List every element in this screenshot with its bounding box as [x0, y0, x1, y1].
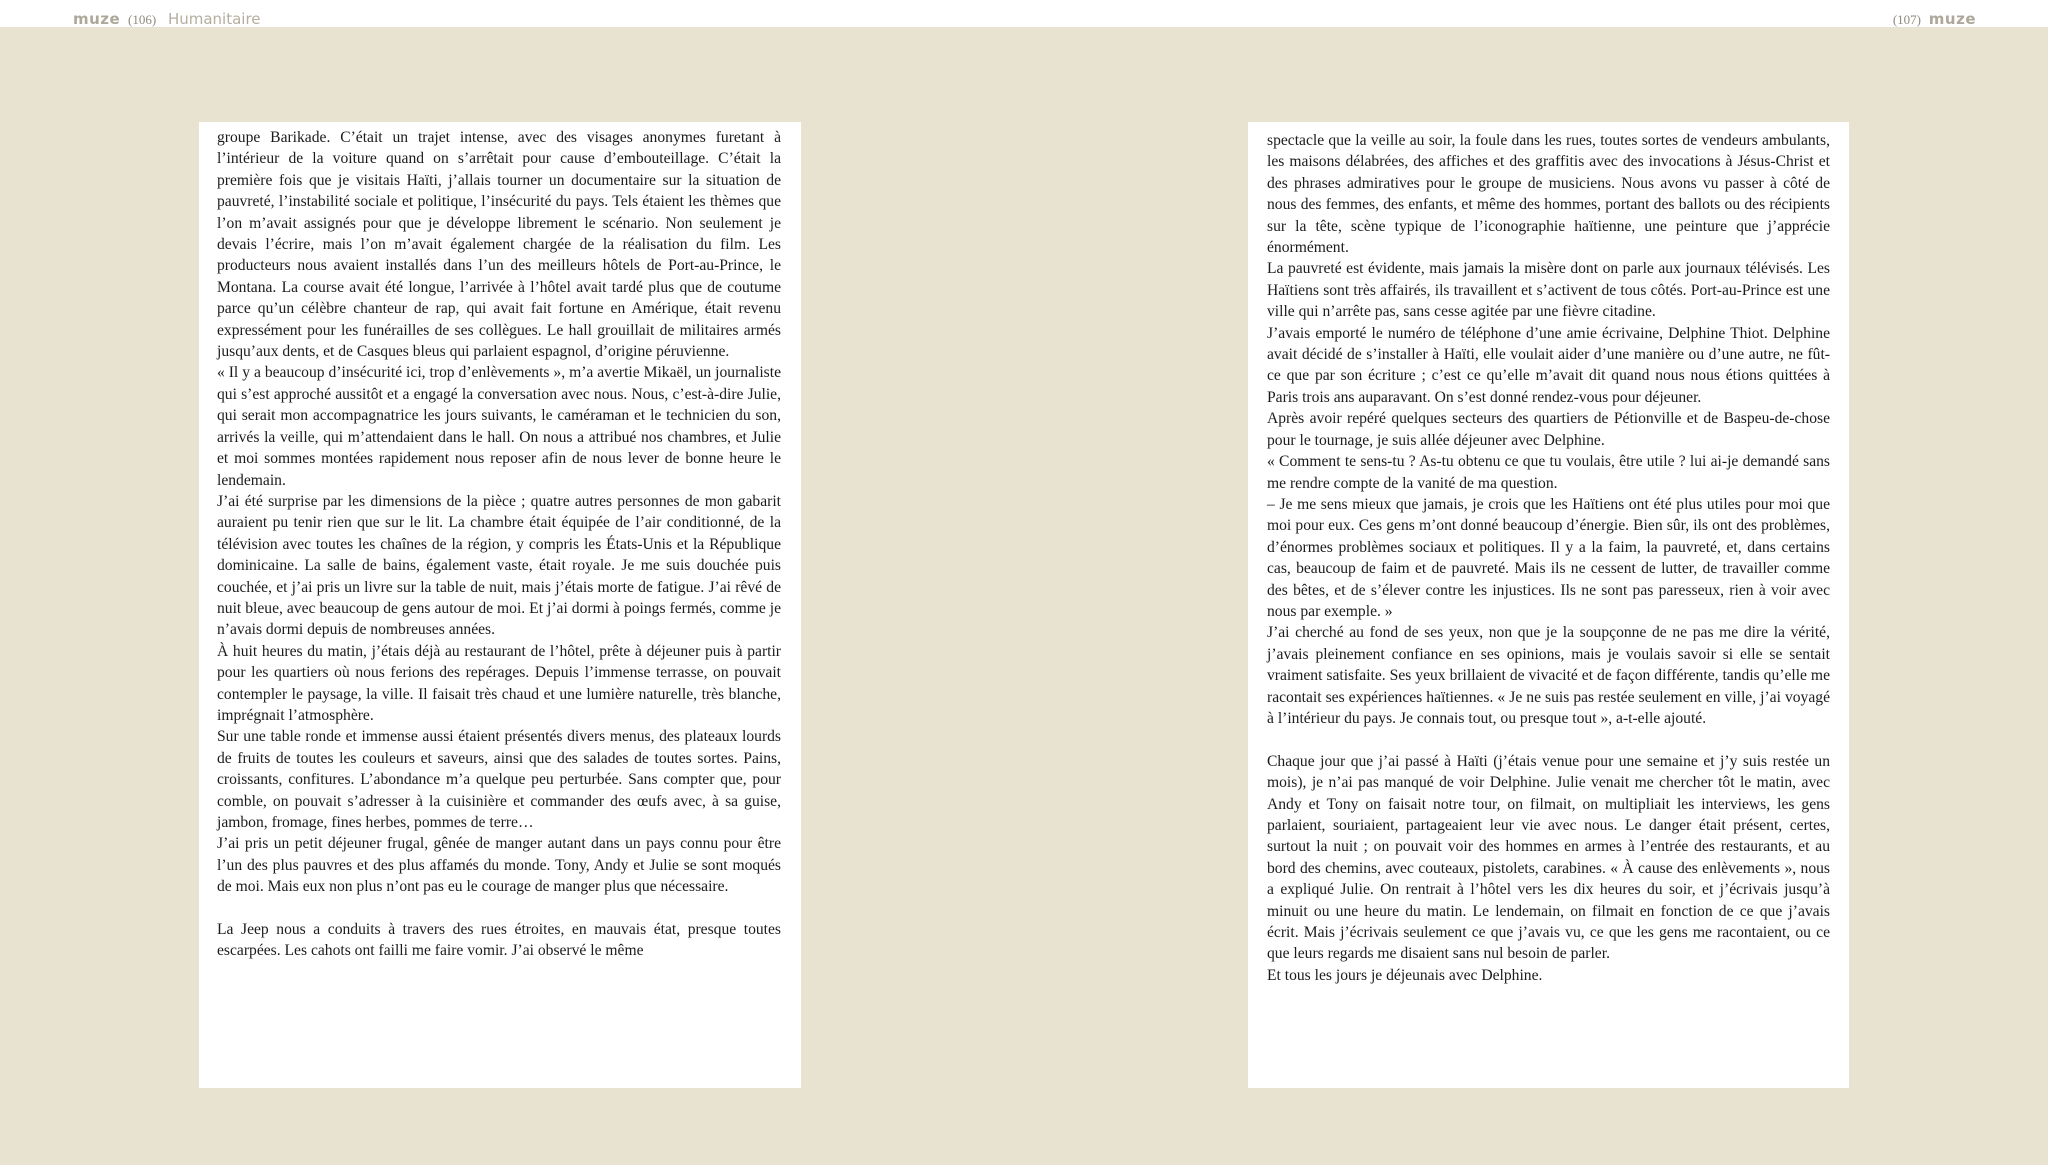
paragraph-spacer: [1267, 729, 1830, 750]
paragraph: J’ai été surprise par les dimensions de la pièce ; quatre autres personnes de mon gabarit auraient pu tenir rien que sur le lit. La chambre était équipée de l’air conditionné, de la télévision avec toutes les chaînes de la région, y compris les États-Unis et la République dominicaine. La salle de bains, également vaste, était royale. Je me suis douchée puis couchée, et j’ai pris un livre sur la table de nuit, mais j’étais morte de fatigue. J’ai rêvé de nuit bleue, avec beaucoup de gens autour de moi. Et j’ai dormi à poings fermés, comme je n’avais dormi depuis de nombreuses années.: [217, 492, 781, 639]
right-page-header: [1890, 10, 1976, 28]
top-header-bar: [0, 0, 2048, 27]
page-number-right: (107): [1892, 12, 1921, 27]
paragraph: spectacle que la veille au soir, la foule dans les rues, toutes sortes de vendeurs ambulants, les maisons délabrées, des affiches et des graffitis avec des invocations à Jésus-Christ et des phrases admiratives pour le groupe de musiciens. Nous avons vu passer à côté de nous des femmes, des enfants, et même des hommes, portant des ballots ou des récipients sur la tête, scène typique de l’iconographie haïtienne, une peinture que j’apprécie énormément.: [1267, 132, 1830, 257]
paragraph: Et tous les jours je déjeunais avec Delphine.: [1267, 966, 1543, 984]
paragraph: groupe Barikade. C’était un trajet intense, avec des visages anonymes furetant à l’intérieur de la voiture quand on s’arrêtait pour cause d’embouteillage. C’était la première fois que je visitais Haïti, j’allais tourner un documentaire sur la situation de pauvreté, l’instabilité sociale et politique, l’insécurité du pays. Tels étaient les thèmes que l’on m’avait assignés pour que je développe librement le scénario. Non seulement je devais l’écrire, mais l’on m’avait également chargée de la réalisation du film. Les producteurs nous avaient installés dans l’un des meilleurs hôtels de Port-au-Prince, le Montana. La course avait été longue, l’arrivée à l’hôtel avait tardé plus que de coutume parce qu’un célèbre chanteur de rap, qui avait fait fortune en Amérique, était revenu expressément pour les funérailles de ses collègues. Le hall grouillait de militaires armés jusqu’aux dents, et de Casques bleus qui parlaient espagnol, d’origine péruvienne.: [217, 129, 781, 361]
paragraph: J’ai cherché au fond de ses yeux, non que je la soupçonne de ne pas me dire la vérité, j’avais pleinement confiance en ses opinions, mais je voulais savoir si elle se sentait vraiment satisfaite. Ses yeux brillaient de vivacité et de façon différente, tandis qu’elle me racontait ses expériences haïtiennes. « Je ne suis pas restée seulement en ville, j’ai voyagé à l’intérieur du pays. Je connais tout, ou presque tout », a-t-elle ajouté.: [1267, 624, 1830, 727]
section-title: Humanitaire: [167, 10, 261, 28]
page-number-left: (106): [128, 12, 157, 27]
paragraph: « Il y a beaucoup d’insécurité ici, trop d’enlèvements », m’a avertie Mikaël, un journaliste qui s’est approché aussitôt et a engagé la conversation avec nous. Nous, c’est-à-dire Julie, qui serait mon accompagnatrice les jours suivants, le caméraman et le technicien du son, arrivés la veille, qui m’attendaient dans le hall. On nous a attribué nos chambres, et Julie et moi sommes montées rapidement nous reposer afin de nous lever de bonne heure le lendemain.: [217, 364, 781, 489]
paragraph: Chaque jour que j’ai passé à Haïti (j’étais venue pour une semaine et j’y suis restée un mois), je n’ai pas manqué de voir Delphine. Julie venait me chercher tôt le matin, avec Andy et Tony on faisait notre tour, on filmait, on multipliait les interviews, les gens parlaient, souriaient, partageaient leur vie avec nous. Le danger était présent, certes, surtout la nuit ; on pouvait voir des hommes en armes à l’entrée des restaurants, et au bord des chemins, avec couteaux, pistolets, carabines. « À cause des enlèvements », nous a expliqué Julie. On rentrait à l’hôtel vers les dix heures du soir, et j’écrivais jusqu’à minuit ou une heure du matin. Le lendemain, on filmait en fonction de ce que j’avais écrit. Mais j’écrivais seulement ce que j’avais vu, ce que les gens me racontaient, ou ce que leurs regards me disaient sans nul besoin de parler.: [1267, 752, 1830, 963]
paragraph: « Comment te sens-tu ? As-tu obtenu ce que tu voulais, être utile ? lui ai-je demandé sans me rendre compte de la vanité de ma question.: [1267, 453, 1830, 492]
paragraph: Sur une table ronde et immense aussi étaient présentés divers menus, des plateaux lourds de fruits de toutes les couleurs et saveurs, ainsi que des salades de toutes sortes. Pains, croissants, confitures. L’abondance m’a quelque peu perturbée. Sans compter que, pour comble, on pouvait s’adresser à la cuisinière et commander des œufs avec, à sa guise, jambon, fromage, fines herbes, pommes de terre…: [217, 728, 781, 831]
paragraph-spacer: [217, 898, 781, 919]
paragraph: J’avais emporté le numéro de téléphone d’une amie écrivaine, Delphine Thiot. Delphine avait décidé de s’installer à Haïti, elle voulait aider d’une manière ou d’une autre, ne fût-ce que par son écriture ; c’est ce qu’elle m’avait dit quand nous nous étions quittées à Paris trois ans auparavant. On s’est donné rendez-vous pour déjeuner.: [1267, 324, 1830, 406]
paragraph: Après avoir repéré quelques secteurs des quartiers de Pétionville et de Baspeu-de-chose pour le tournage, je suis allée déjeuner avec Delphine.: [1267, 410, 1830, 449]
paragraph: La Jeep nous a conduits à travers des rues étroites, en mauvais état, presque toutes escarpées. Les cahots ont failli me faire vomir. J’ai observé le même: [217, 921, 781, 960]
brand-logo-right: muze: [1928, 10, 1976, 28]
paragraph: La pauvreté est évidente, mais jamais la misère dont on parle aux journaux télévisés. Les Haïtiens sont très affairés, ils travaillent et s’activent de tous côtés. Port-au-Prince est une ville qui n’arrête pas, sans cesse agitée par une fièvre citadine.: [1267, 260, 1830, 321]
paragraph: À huit heures du matin, j’étais déjà au restaurant de l’hôtel, prête à déjeuner puis à partir pour les quartiers où nous ferions des repérages. Depuis l’immense terrasse, on pouvait contempler le paysage, la ville. Il faisait très chaud et une lumière naturelle, très blanche, imprégnait l’atmosphère.: [217, 642, 781, 724]
brand-logo-left: muze: [73, 10, 121, 28]
paragraph: J’ai pris un petit déjeuner frugal, gênée de manger autant dans un pays connu pour être l’un des plus pauvres et des plus affamés du monde. Tony, Andy et Julie se sont moqués de moi. Mais eux non plus n’ont pas eu le courage de manger plus que nécessaire.: [217, 835, 781, 896]
left-page-header: [73, 10, 261, 28]
left-page-text-block: [199, 122, 801, 1088]
right-page-text-block: [1248, 122, 1849, 1088]
paragraph: – Je me sens mieux que jamais, je crois que les Haïtiens ont été plus utiles pour moi que moi pour eux. Ces gens m’ont donné beaucoup d’énergie. Bien sûr, ils ont des problèmes, d’énormes problèmes sociaux et politiques. Il y a la faim, la pauvreté, et, dans certains cas, beaucoup de faim et de pauvreté. Mais ils ne cessent de lutter, de travailler comme des bêtes, et de s’élever contre les injustices. Ils ne sont pas paresseux, rien à voir avec nous par exemple. »: [1267, 495, 1830, 620]
